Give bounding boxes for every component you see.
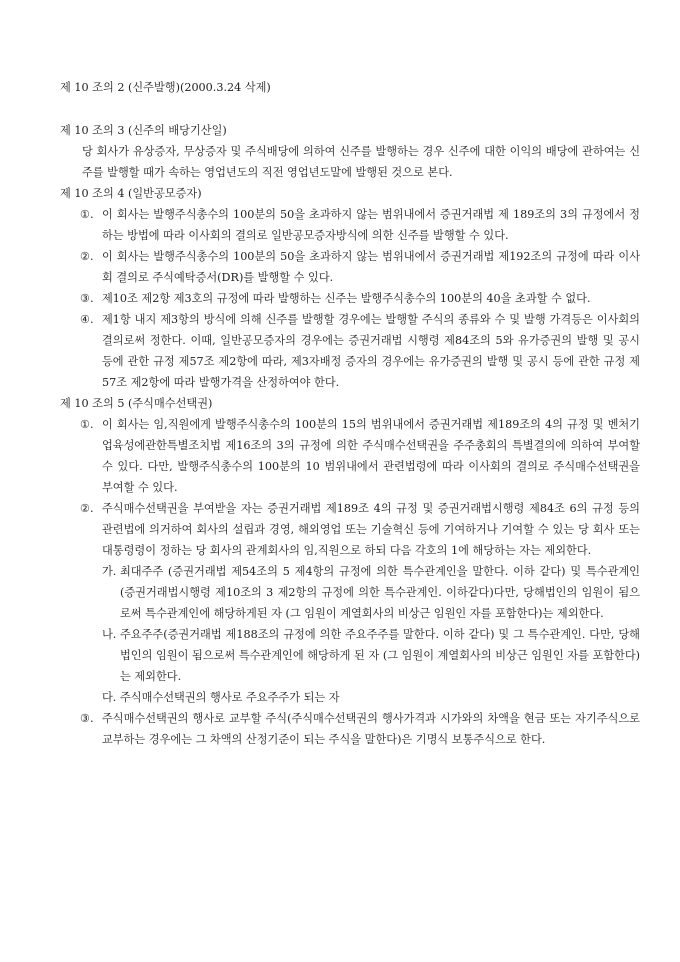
clause-item [80,708,640,750]
article-heading: 제 10 조의 3 (신주의 배당기산일) [60,124,227,137]
clause-number: ②. [80,250,94,263]
clause-text: 제10조 제2항 제3호의 규정에 따라 발행하는 신주는 발행주식총수의 100분의 40을 초과할 수 없다. [102,292,591,305]
clause-text: 주식매수선택권의 행사로 교부할 주식(주식매수선택권의 행사가격과 시가와의 차액을 현금 또는 자기주식으로 교부하는 경우에는 그 차액의 산정기준이 되는 주식을 말한다)은 기명식 보통주식으로 한다. [102,712,640,746]
clause-body [102,498,640,708]
clause-item [80,498,640,708]
clause-item [80,288,640,309]
article-heading: 제 10 조의 5 (주식매수선택권) [60,397,213,410]
sub-clause [102,687,640,708]
clause-item [80,414,640,498]
clause-item [80,246,640,288]
clause-number: ④. [80,313,94,326]
sub-clause-text: 최대주주 (증권거래법 제54조의 5 제4항의 규정에 의한 특수관계인을 말한다. 이하 같다) 및 특수관계인(증권거래법시행령 제10조의 3 제2항의 규정에 의한 특수관계인. 이하같다)다만, 당해법인의 임원이 됨으로써 특수관계인에 해당하게된 자 (그 임원이 계열회사의 비상근 임원인 자를 포함한다)는 제외한다. [120,565,640,620]
clause-text: 이 회사는 발행주식총수의 100분의 50을 초과하지 않는 범위내에서 증권거래법 제 189조의 3의 규정에서 정하는 방법에 따라 이사회의 결의로 일반공모증자방식에 의한 신주를 발행할 수 있다. [102,208,640,242]
article-10-3 [60,120,640,183]
article-10-4 [60,183,640,393]
clause-number: ③. [80,292,94,305]
clause-text: 주식매수선택권을 부여받을 자는 증권거래법 제189조 4의 규정 및 증권거래법시행령 제84조 6의 규정 등의 관련법에 의거하여 회사의 설립과 경영, 해외영업 또는 기술혁신 등에 기여하거나 기여할 수 있는 당 회사 또는 대통령령이 정하는 당 회사의 관계회사의 임,직원으로 하되 다음 각호의 1에 해당하는 자는 제외한다. [102,502,640,557]
sub-clause-label: 가. [102,565,117,578]
article-10-5 [60,393,640,750]
clause-number: ②. [80,502,94,515]
sub-clause-text: 주식매수선택권의 행사로 주요주주가 되는 자 [120,691,340,704]
clause-text: 제1항 내지 제3항의 방식에 의해 신주를 발행할 경우에는 발행할 주식의 종류와 수 및 발행 가격등은 이사회의 결의로써 정한다. 이때, 일반공모증자의 경우에는 증권거래법 시행령 제84조의 5와 유가증권의 발행 및 공시 등에 관한 규정 제57조 제2항에 따라, 제3자배정 증자의 경우에는 유가증권의 발행 및 공시 등에 관한 규정 제57조 제2항에 따라 발행가격을 산정하여야 한다. [102,313,640,389]
clause-text: 이 회사는 임,직원에게 발행주식총수의 100분의 15의 범위내에서 증권거래법 제189조의 4의 규정 및 벤처기업육성에관한특별조치법 제16조의 3의 규정에 의한 주식매수선택권을 주주총회의 특별결의에 의하여 부여할 수 있다. 다만, 발행주식총수의 100분의 10 범위내에서 관련법령에 따라 이사회의 결의로 주식매수선택권을 부여할 수 있다. [102,418,640,494]
spacer [60,98,640,120]
clause-item [80,204,640,246]
sub-clause-text: 주요주주(증권거래법 제188조의 규정에 의한 주요주주를 말한다. 이하 같다) 및 그 특수관계인. 다만, 당해법인의 임원이 됨으로써 특수관계인에 해당하게 된 자 (그 임원이 계열회사의 비상근 임원인 자를 포함한다)는 제외한다. [120,628,640,683]
sub-clause [102,624,640,687]
sub-clause-label: 나. [102,628,117,641]
clause-number: ①. [80,418,94,431]
clause-text: 이 회사는 발행주식총수의 100분의 50을 초과하지 않는 범위내에서 증권거래법 제192조의 규정에 따라 이사회 결의로 주식예탁증서(DR)를 발행할 수 있다. [102,250,640,284]
sub-clause-label: 다. [102,691,117,704]
sub-clause [102,561,640,624]
clause-number: ①. [80,208,94,221]
clause-item [80,309,640,393]
article-body: 당 회사가 유상증자, 무상증자 및 주식배당에 의하여 신주를 발행하는 경우 신주에 대한 이익의 배당에 관하여는 신주를 발행할 때가 속하는 영업년도의 직전 영업년도말에 발행된 것으로 본다. [82,145,640,179]
article-heading: 제 10 조의 2 (신주발행)(2000.3.24 삭제) [60,81,271,94]
clause-number: ③. [80,712,94,725]
article-10-2 [60,77,640,98]
article-heading: 제 10 조의 4 (일반공모증자) [60,187,202,200]
